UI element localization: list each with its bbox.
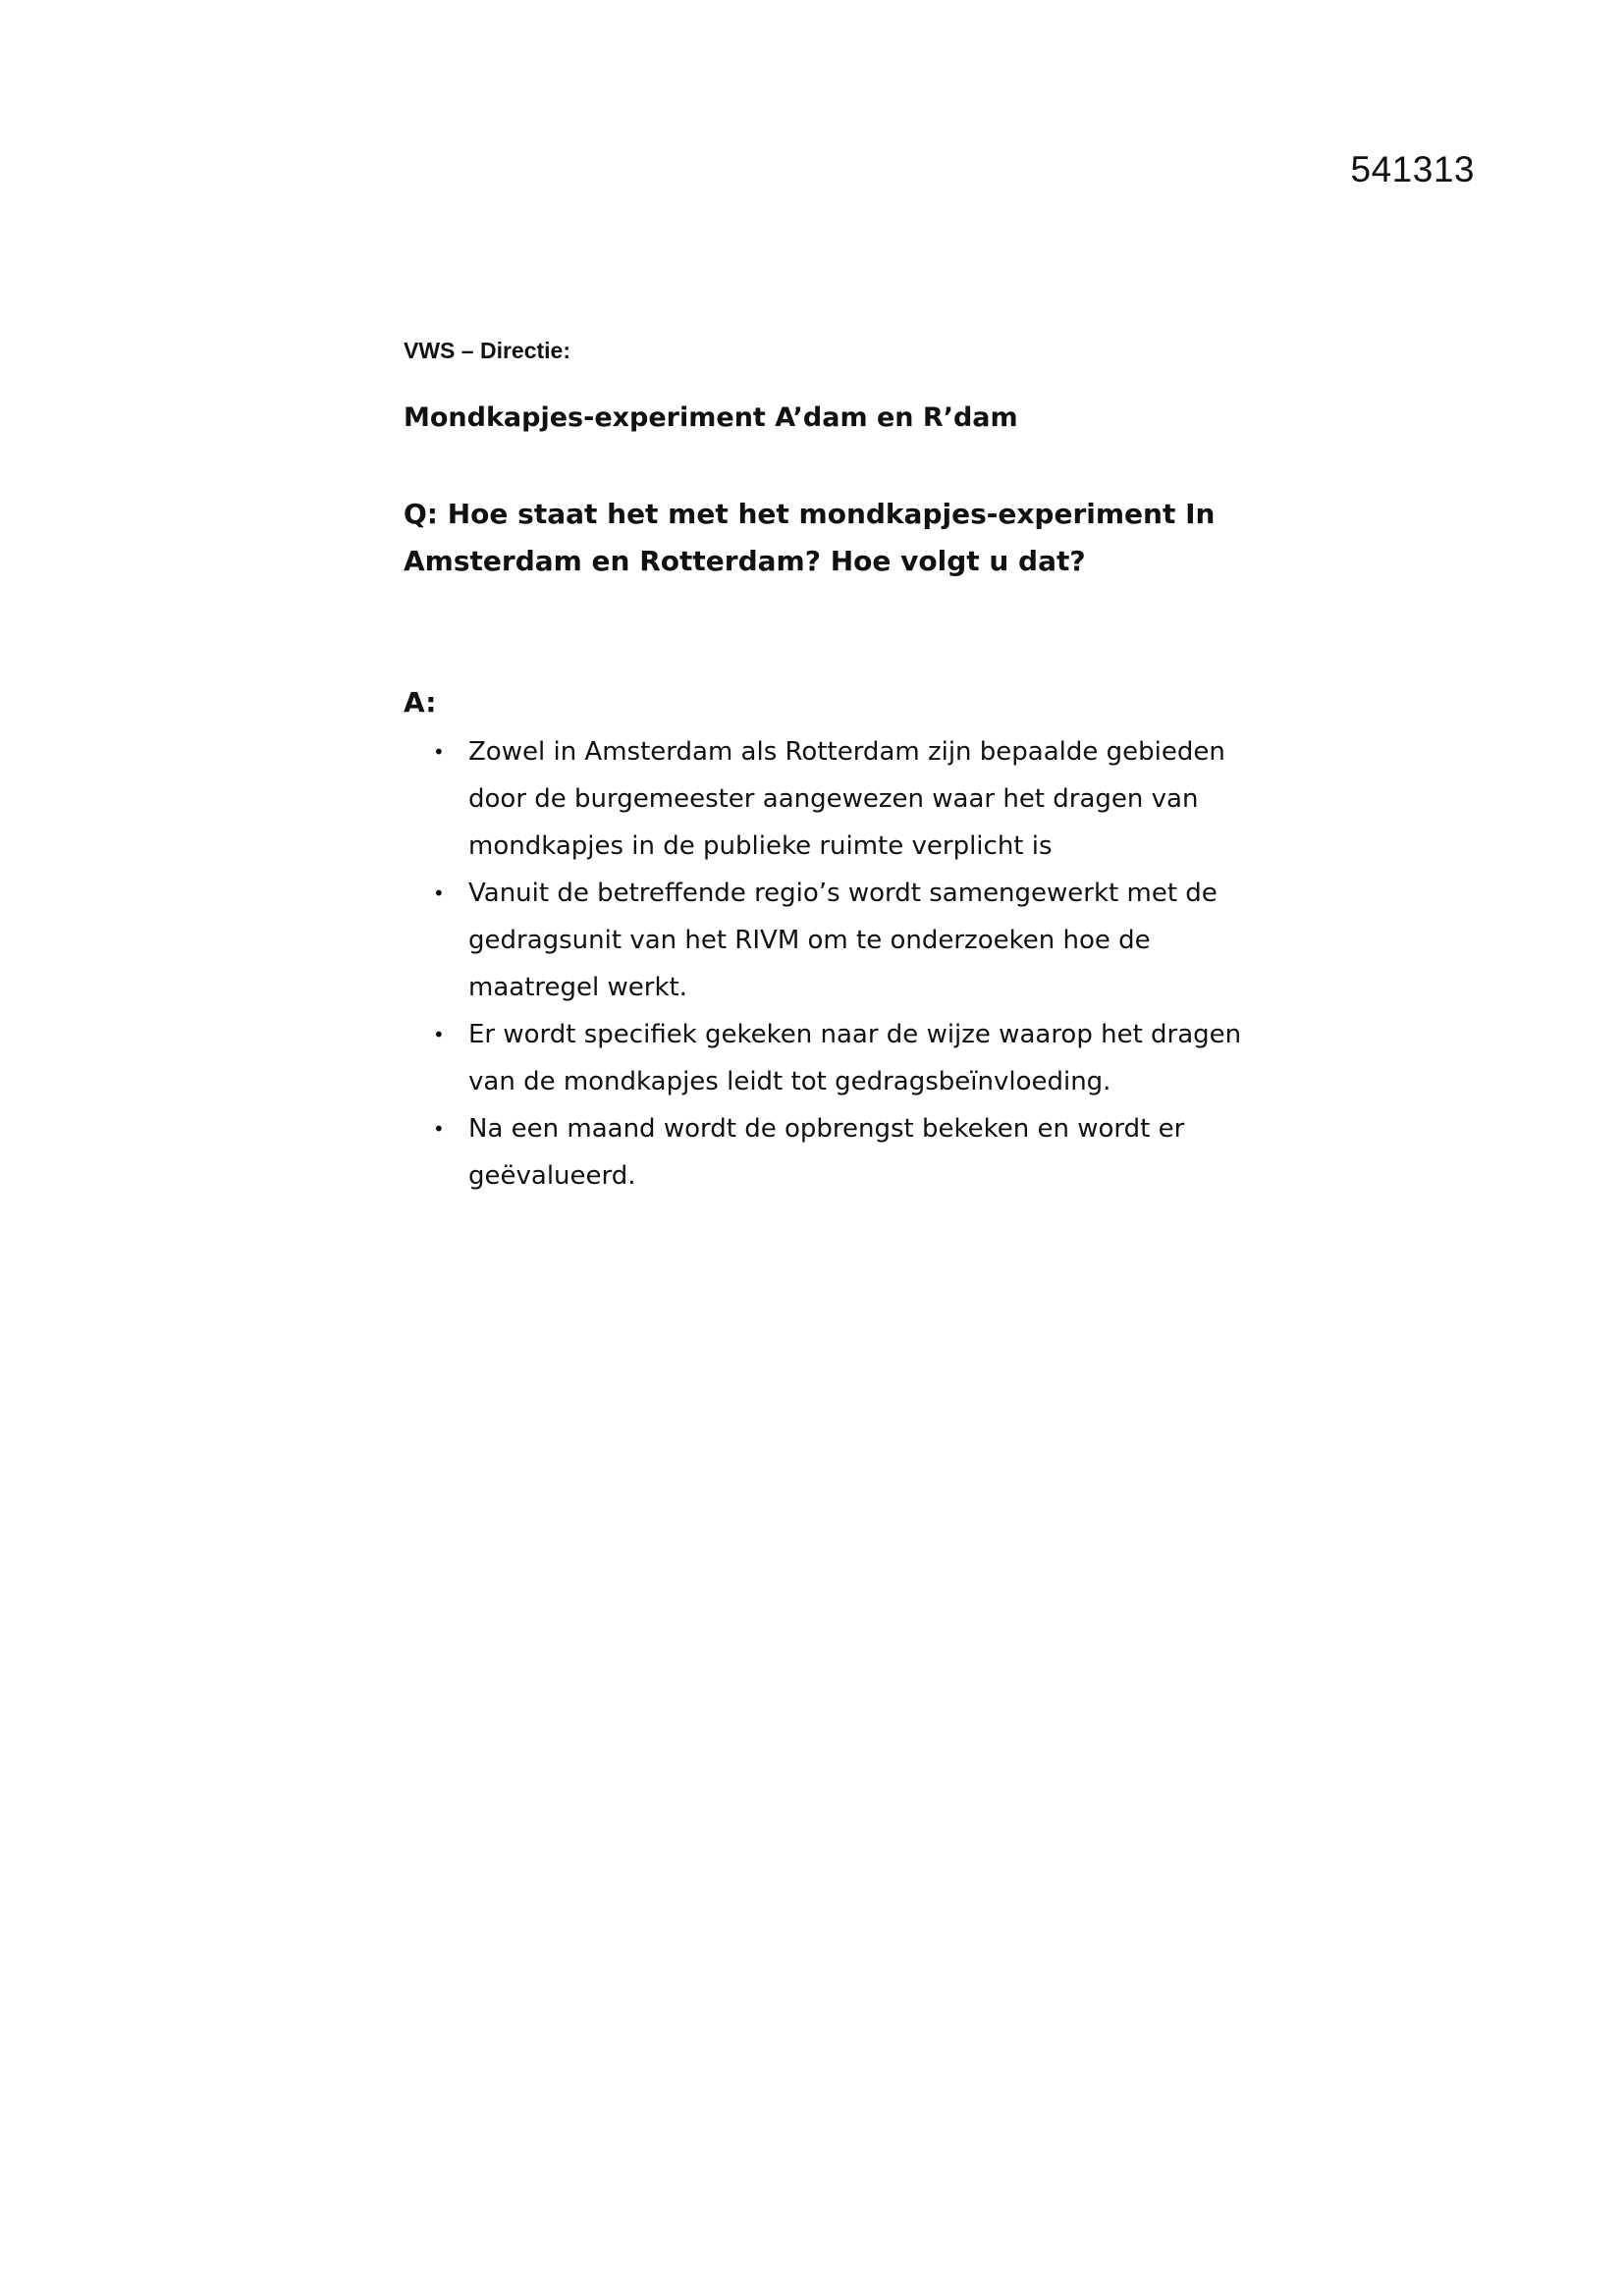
- document-body: [404, 334, 1268, 1200]
- bullet-icon: •: [433, 1023, 445, 1046]
- answer-item: [433, 1011, 1264, 1105]
- bullet-icon: •: [433, 740, 445, 764]
- answer-text: Na een maand wordt de opbrengst bekeken en wordt er geëvalueerd.: [468, 1114, 1185, 1191]
- answer-text: Vanuit de betreffende regio’s wordt samengewerkt met de gedragsunit van het RIVM om te onderzoeken hoe de maatregel werkt.: [468, 879, 1218, 1002]
- answer-list: [404, 728, 1268, 1200]
- document-number: 541313: [1350, 149, 1475, 189]
- directorate-label: VWS – Directie:: [404, 338, 570, 363]
- answer-text: Zowel in Amsterdam als Rotterdam zijn bepaalde gebieden door de burgemeester aangewezen waar het dragen van mondkapjes in de publieke ruimte verplicht is: [468, 737, 1225, 861]
- answer-text: Er wordt specifiek gekeken naar de wijze waarop het dragen van de mondkapjes leidt tot gedragsbeïnvloeding.: [468, 1020, 1242, 1096]
- bullet-icon: •: [433, 1117, 445, 1141]
- answer-item: [433, 1105, 1264, 1200]
- answer-label: A:: [404, 686, 437, 719]
- question-text: Q: Hoe staat het met het mondkapjes-experiment In Amsterdam en Rotterdam? Hoe volgt u dat?: [404, 498, 1216, 577]
- subject-title: Mondkapjes-experiment A’dam en R’dam: [404, 402, 1018, 433]
- bullet-icon: •: [433, 881, 445, 905]
- answer-item: [433, 870, 1264, 1011]
- answer-item: [433, 728, 1264, 870]
